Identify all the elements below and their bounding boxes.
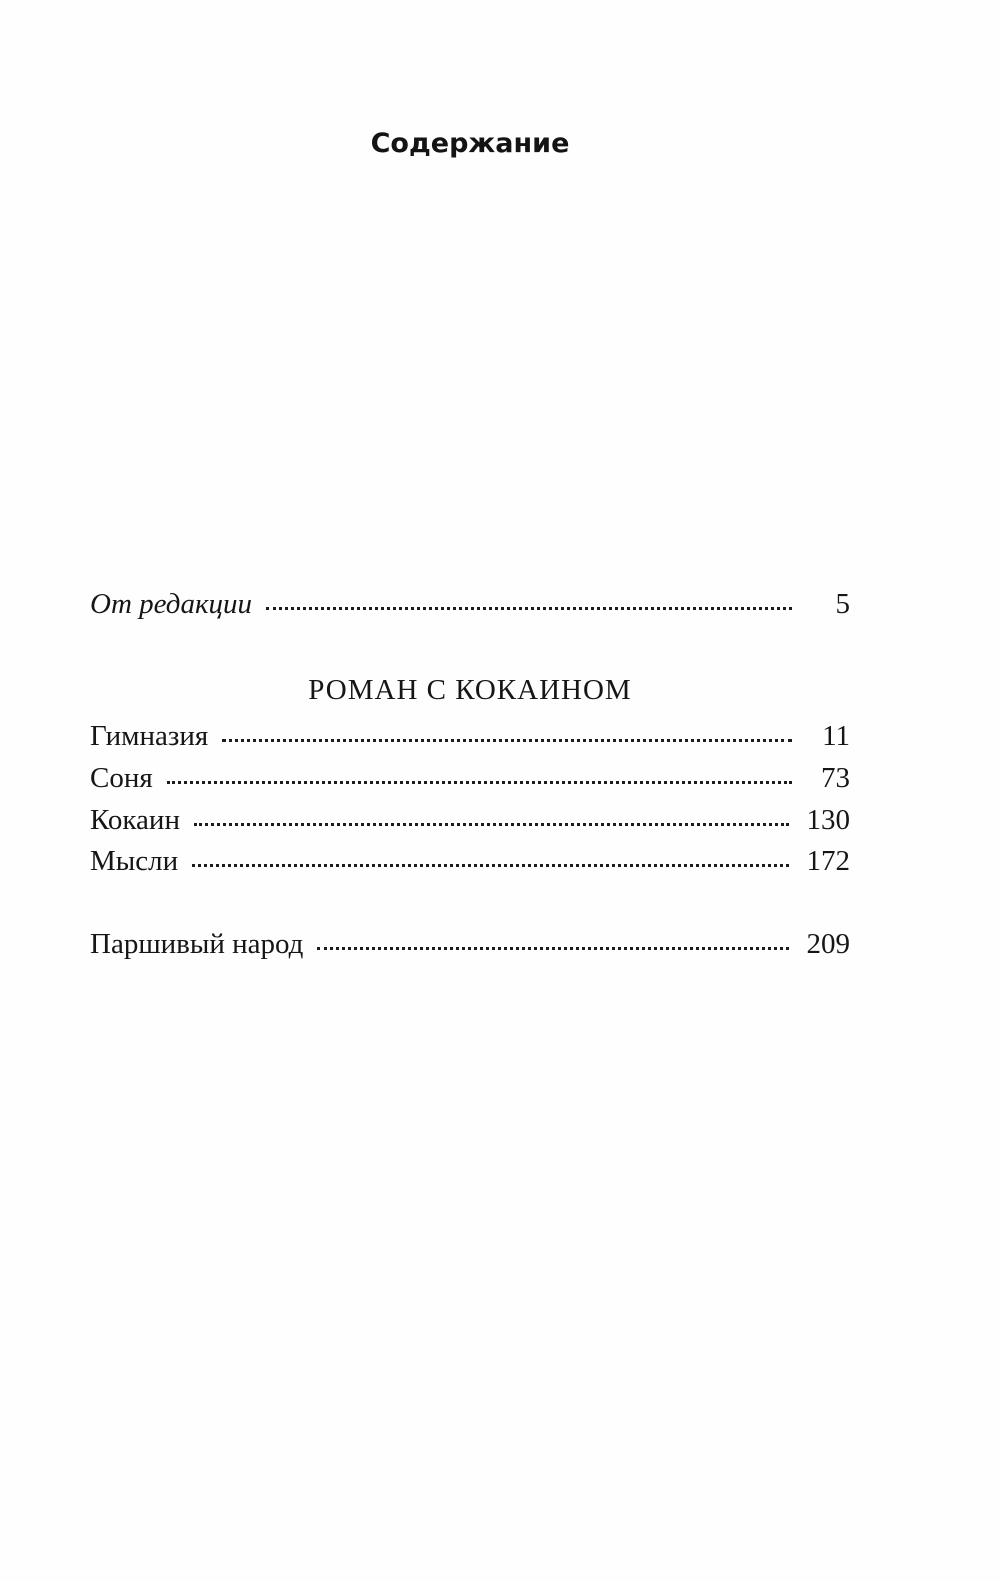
toc-page-number: 209	[806, 928, 850, 960]
toc-entry-sonya	[90, 762, 850, 795]
dot-leader	[266, 607, 792, 610]
toc-entry-parshivyi-narod	[90, 928, 850, 961]
toc-entry-kokain	[90, 804, 850, 837]
dot-leader	[167, 781, 792, 784]
toc-page-number: 11	[822, 720, 850, 752]
toc-page-number: 130	[806, 804, 850, 836]
toc-entry-ot-redaktsii	[90, 588, 850, 621]
dot-leader	[192, 864, 788, 867]
dot-leader	[194, 823, 789, 826]
toc-entry-label: Соня	[90, 762, 153, 794]
section-heading: РОМАН С КОКАИНОМ	[308, 674, 632, 706]
page-title: Содержание	[370, 128, 570, 159]
toc-page-number: 5	[835, 588, 850, 620]
toc-entry-label: От редакции	[90, 588, 253, 620]
toc-entry-label: Кокаин	[90, 804, 180, 836]
toc-entry-label: Гимназия	[90, 720, 209, 752]
toc-entry-label: Мысли	[90, 845, 179, 877]
toc-page-number: 73	[821, 762, 850, 794]
dot-leader	[317, 947, 788, 950]
dot-leader	[222, 739, 792, 742]
toc-page-number: 172	[806, 845, 850, 877]
toc-entry-gimnaziya	[90, 720, 850, 753]
toc-entry-label: Паршивый народ	[90, 928, 304, 960]
toc-entry-mysli	[90, 845, 850, 878]
